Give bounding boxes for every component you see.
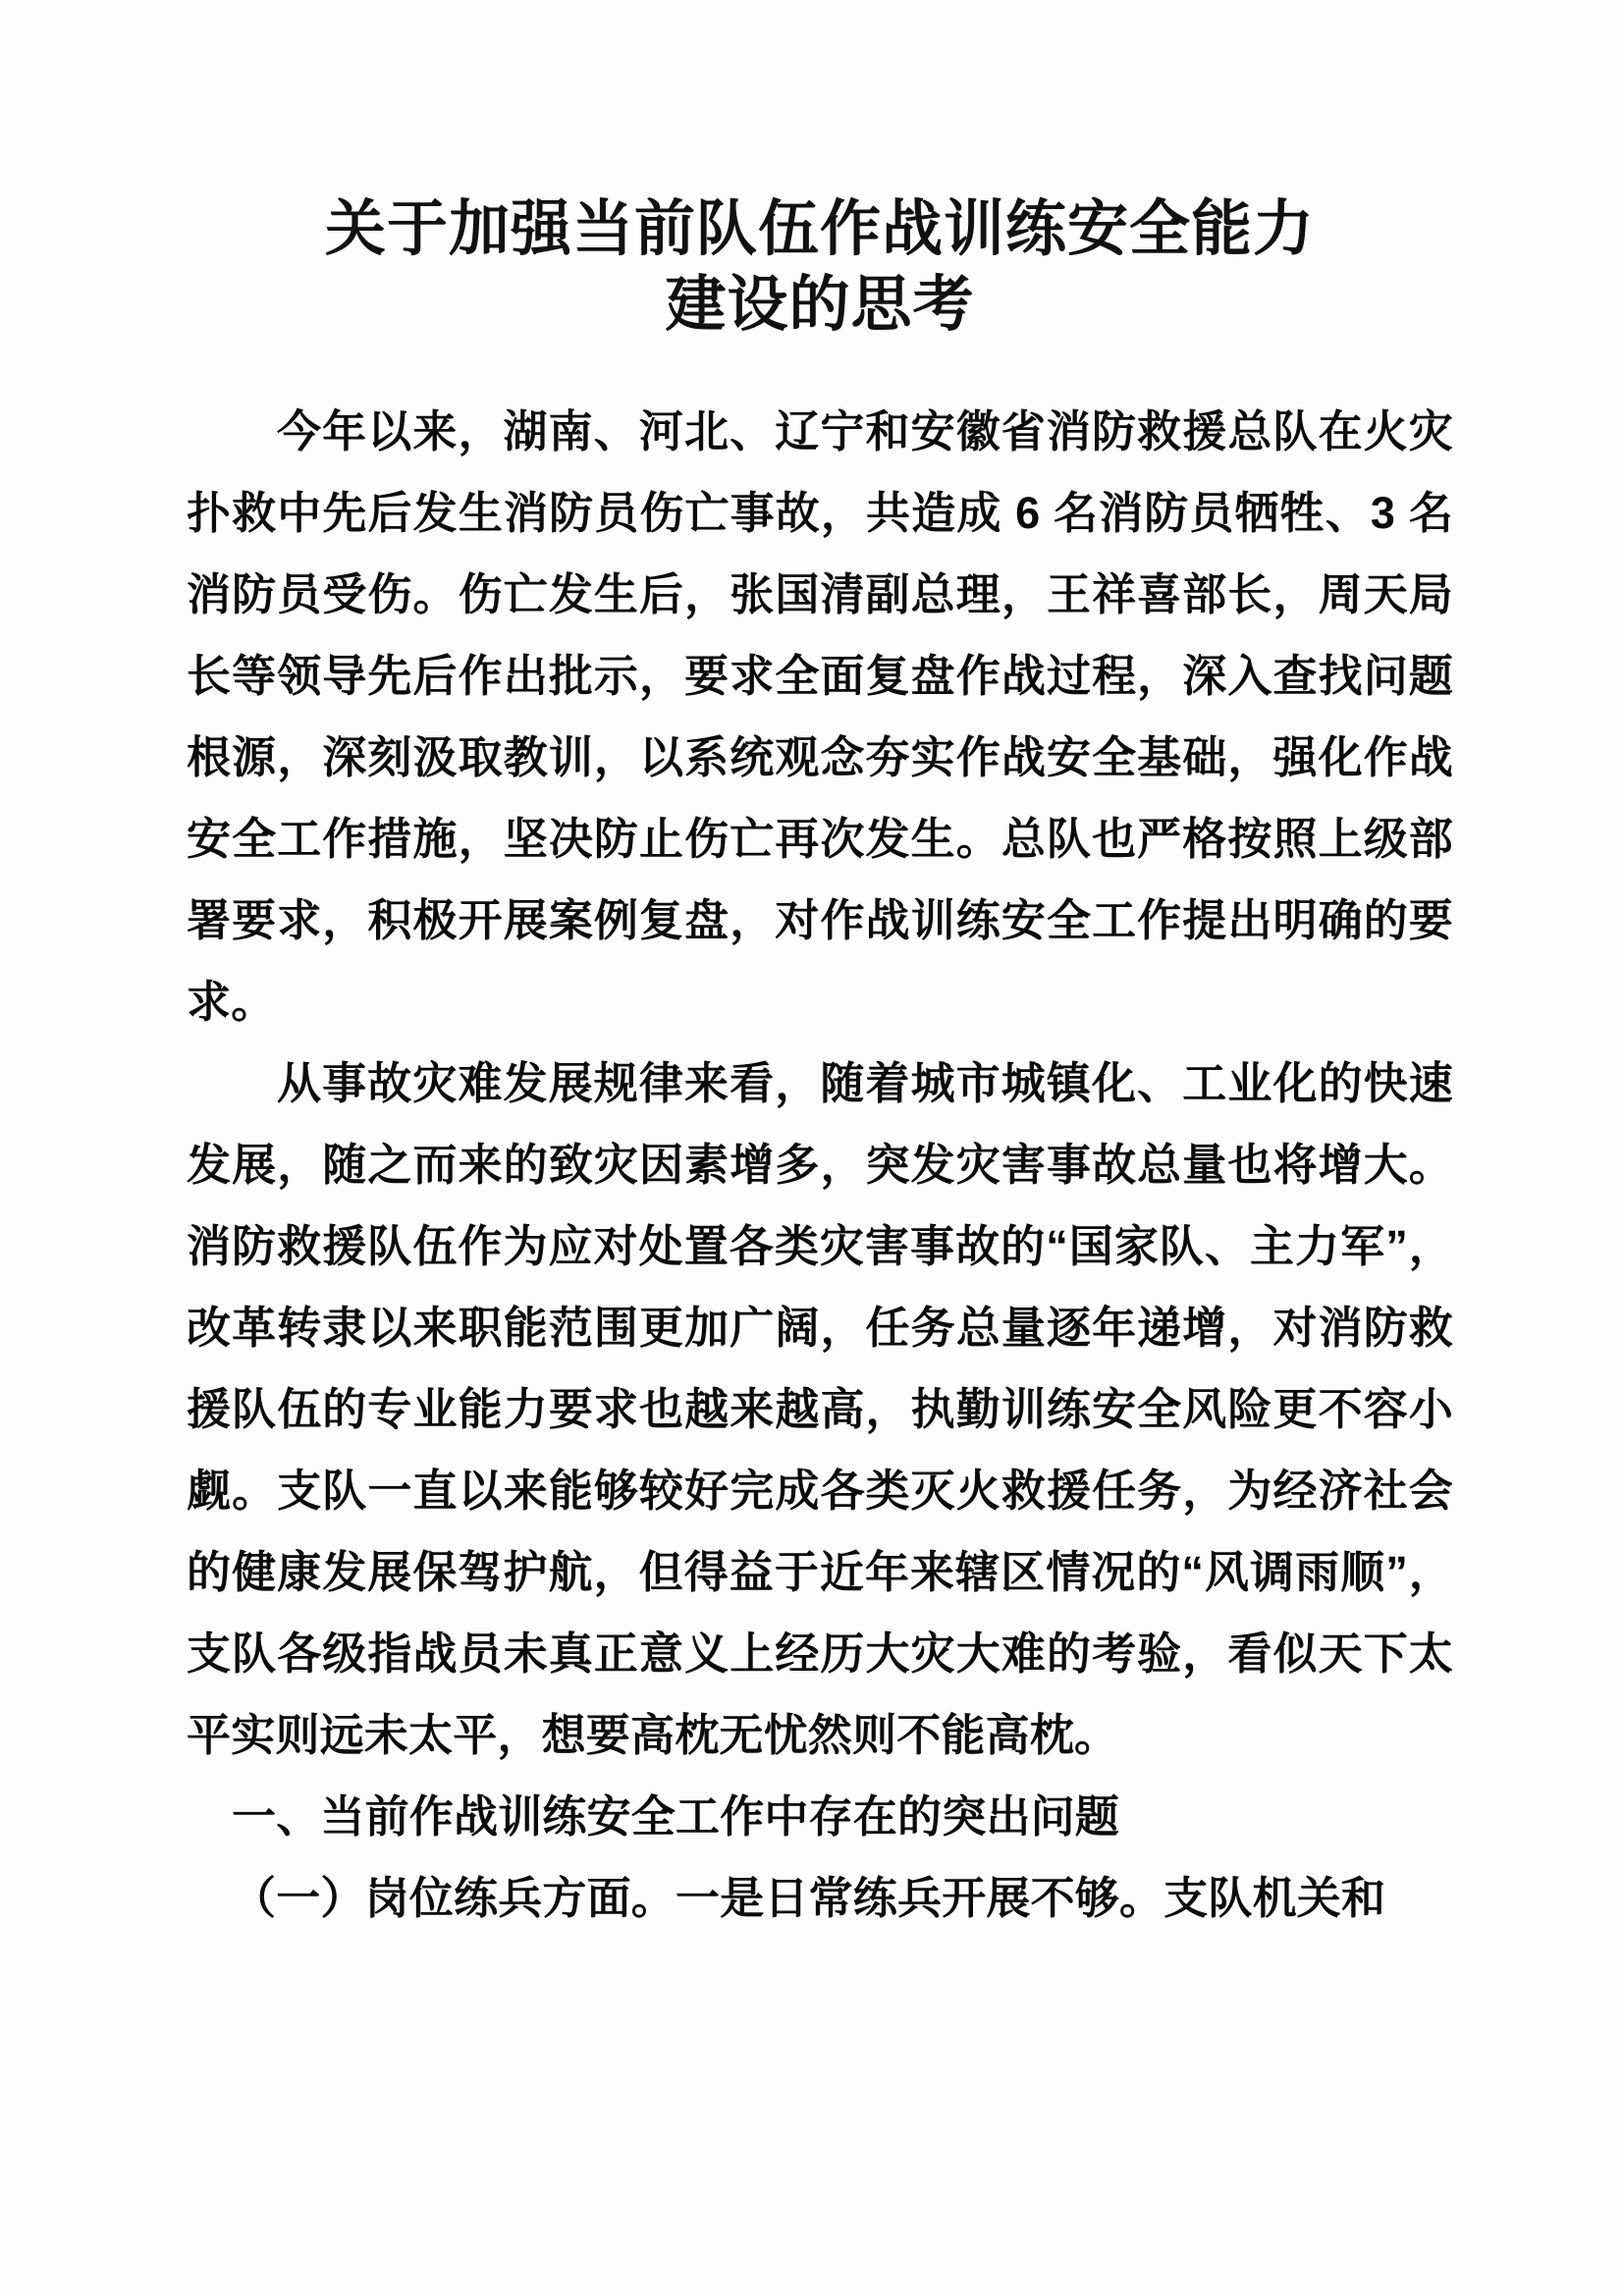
title-line-1: 关于加强当前队伍作战训练安全能力 bbox=[324, 195, 1315, 263]
document-body bbox=[187, 344, 1453, 1939]
subsection-heading-one-a: （一）岗位练兵方面。一是日常练兵开展不够。支队机关和 bbox=[232, 1872, 1386, 1923]
page-title bbox=[187, 0, 1453, 344]
title-line-2: 建设的思考 bbox=[665, 270, 975, 339]
paragraph-intro: 今年以来，湖南、河北、辽宁和安徽省消防救援总队在火灾扑救中先后发生消防员伤亡事故，共造成 6 名消防员牺牲、3 名消防员受伤。伤亡发生后，张国清副总理，王祥喜部长，周天局长等领导先后作出批示，要求全面复盘作战过程，深入查找问题根源，深刻汲取教训，以系统观念夯实作战安全基础，强化作战安全工作措施，坚决防止伤亡再次发生。总队也严格按照上级部署要求，积极开展案例复盘，对作战训练安全工作提出明确的要求。 bbox=[187, 405, 1453, 1027]
page-content-area bbox=[187, 0, 1453, 2296]
section-heading-one: 一、当前作战训练安全工作中存在的突出问题 bbox=[232, 1790, 1120, 1842]
paragraph-background: 从事故灾难发展规律来看，随着城市城镇化、工业化的快速发展，随之而来的致灾因素增多，突发灾害事故总量也将增大。消防救援队伍作为应对处置各类灾害事故的“国家队、主力军”，改革转隶以来职能范围更加广阔，任务总量逐年递增，对消防救援队伍的专业能力要求也越来越高，执勤训练安全风险更不容小觑。支队一直以来能够较好完成各类灭火救援任务，为经济社会的健康发展保驾护航，但得益于近年来辖区情况的“风调雨顺”，支队各级指战员未真正意义上经历大灾大难的考验，看似天下太平实则远未太平，想要高枕无忧然则不能高枕。 bbox=[187, 1057, 1453, 1760]
